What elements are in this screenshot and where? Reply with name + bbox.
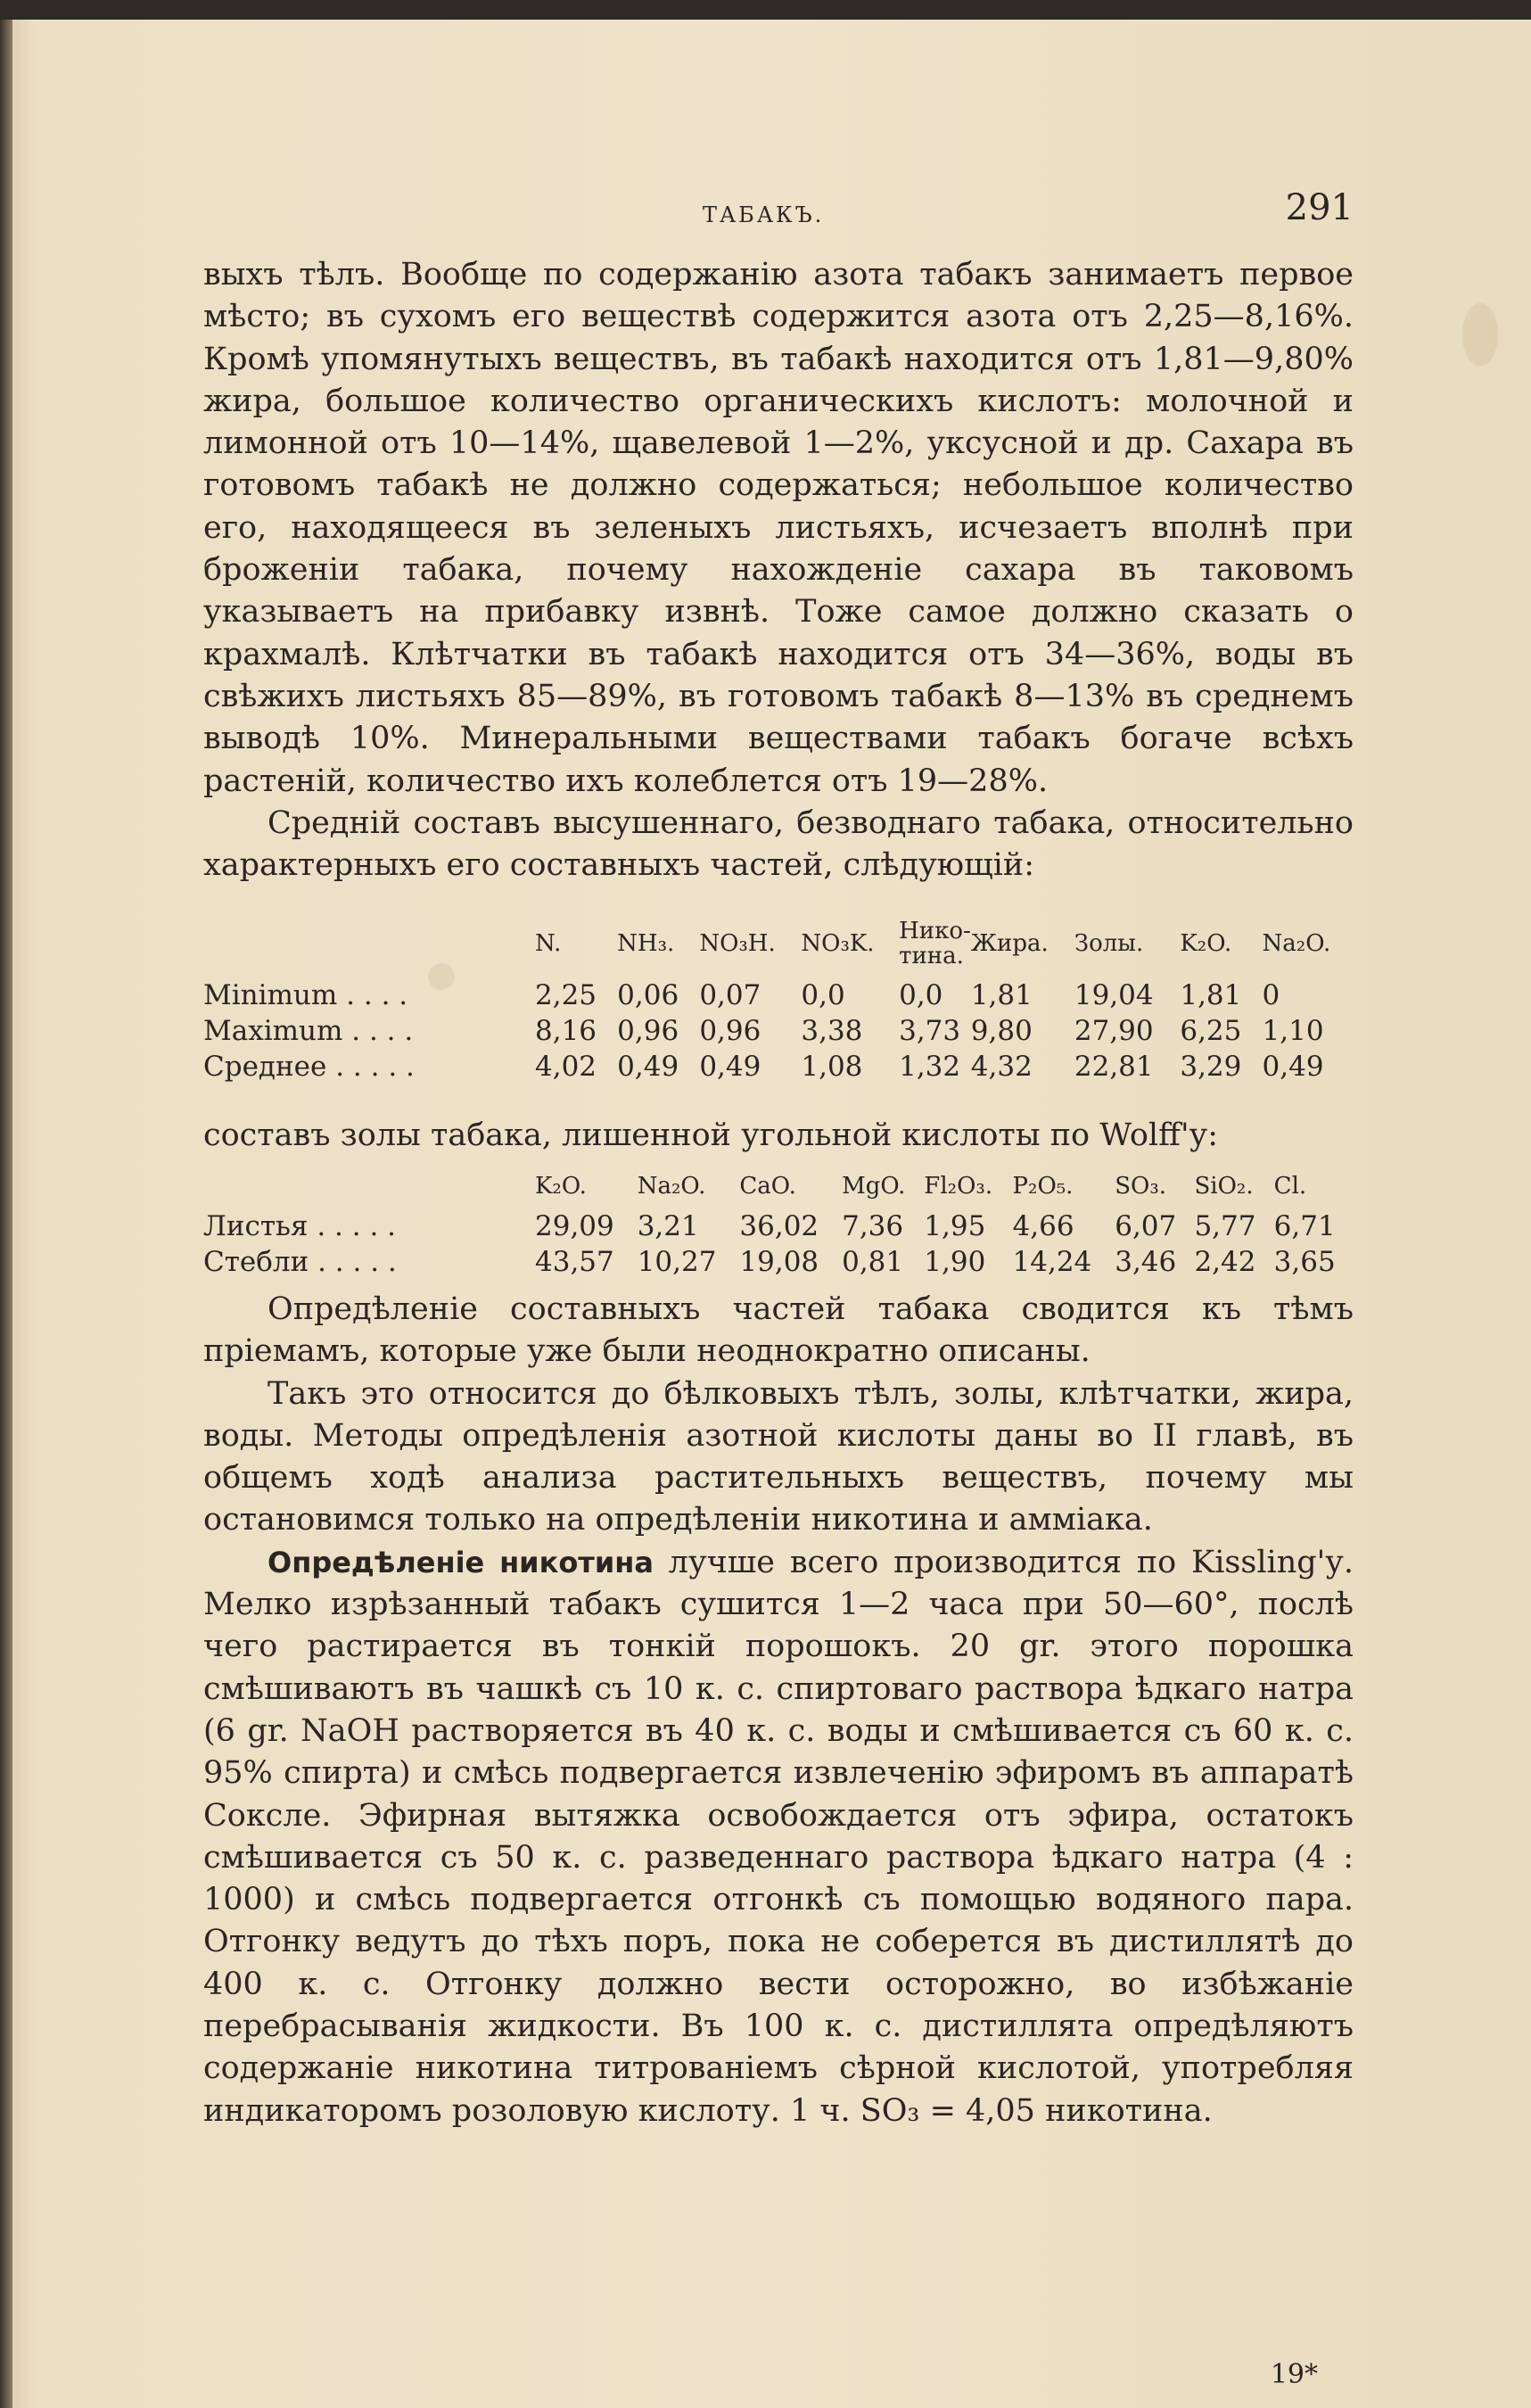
column-header: N. — [535, 930, 562, 957]
table-cell: 0,0 — [801, 979, 845, 1011]
table-cell: 3,21 — [637, 1210, 699, 1242]
table-cell: 0,96 — [617, 1015, 679, 1047]
table-cell: 1,10 — [1262, 1015, 1324, 1047]
column-header: Na₂O. — [1262, 930, 1331, 957]
table-row — [203, 1049, 1354, 1084]
table-header-row — [203, 1164, 1354, 1208]
paragraph: Такъ это относится до бѣлковыхъ тѣлъ, золы, клѣтчатки, жира, воды. Методы опредѣленія азотной кислоты даны во II главѣ, въ общемъ ходѣ анализа растительныхъ веществъ, почему мы остановимся только на опредѣленіи никотина и аммiака. — [203, 1375, 1354, 1538]
table-cell: 10,27 — [637, 1246, 717, 1278]
column-header: Na₂O. — [637, 1173, 706, 1200]
table-cell: 1,08 — [801, 1051, 863, 1083]
table-header-row — [203, 910, 1354, 977]
column-header: K₂O. — [1180, 930, 1232, 957]
table-corner — [203, 1164, 535, 1208]
table-cell: 0,49 — [1262, 1051, 1324, 1083]
column-header: SiO₂. — [1194, 1173, 1254, 1200]
paragraph-nicotine — [203, 1542, 1354, 2132]
table-cell: 4,66 — [1012, 1210, 1074, 1242]
table-cell: 1,81 — [1180, 979, 1242, 1011]
table-cell: 8,16 — [535, 1015, 597, 1047]
nicotine-heading: Опредѣленіе никотина — [268, 1545, 654, 1579]
page-number: 291 — [1285, 187, 1354, 228]
paper-stain — [1462, 303, 1498, 366]
table-cell: 0,96 — [699, 1015, 761, 1047]
column-header: SO₃. — [1115, 1173, 1167, 1200]
table-cell: 2,42 — [1194, 1246, 1256, 1278]
table-cell: 19,04 — [1074, 979, 1154, 1011]
table-cell: 3,73 — [899, 1015, 961, 1047]
table-cell: 4,32 — [970, 1051, 1033, 1083]
table-cell: 0,49 — [617, 1051, 679, 1083]
row-label: Листья . . . . . — [203, 1210, 397, 1242]
column-header: NO₃H. — [699, 930, 776, 957]
nicotine-text: лучше всего производится по Kissling'у. Мелко изрѣзанный табакъ сушится 1—2 часа при 50—60°, послѣ чего растирается въ тонкій порошокъ. 20 gr. этого порошка смѣшиваютъ въ чашкѣ съ 10 к. с. спиртоваго раствора ѣдкаго натра (6 gr. NaOH растворяется въ 40 к. с. воды и смѣшивается съ 60 к. с. 95% спирта) и смѣсь подвергается извлеченію эфиромъ въ аппаратѣ Сокслe. Эфирная вытяжка освобождается отъ эфира, остатокъ смѣшивается съ 50 к. с. разведеннаго раствора ѣдкаго натра (4 : 1000) и смѣсь подвергается отгонкѣ съ помощью водяного пара. Отгонку ведутъ до тѣхъ поръ, пока не соберется въ дистиллятѣ до 400 к. с. Отгонку должно вести осторожно, во избѣжаніе перебрасыванія жидкости. Въ 100 к. с. дистиллята опредѣляютъ содержаніе никотина титрованіемъ сѣрной кислотой, употребляя индикаторомъ розоловую кислоту. 1 ч. SO₃ = 4,05 никотина. — [203, 1544, 1354, 2129]
column-header: Золы. — [1074, 930, 1144, 957]
ash-composition-caption: составъ золы табака, лишенной угольной кислоты по Wolff'у: — [203, 1117, 1218, 1153]
book-spine-edge — [0, 20, 12, 2408]
table-cell: 6,07 — [1115, 1210, 1177, 1242]
table-cell: 0,07 — [699, 979, 761, 1011]
table-cell: 1,90 — [924, 1246, 986, 1278]
column-header: Жира. — [970, 930, 1049, 957]
table-cell: 0,06 — [617, 979, 679, 1011]
column-header: Fl₂O₃. — [924, 1173, 993, 1200]
row-label: Maximum . . . . — [203, 1015, 414, 1047]
column-header: NH₃. — [617, 930, 675, 957]
table-cell: 1,81 — [970, 979, 1033, 1011]
table-cell: 6,25 — [1180, 1015, 1242, 1047]
table-cell: 9,80 — [970, 1015, 1033, 1047]
table-cell: 3,29 — [1180, 1051, 1242, 1083]
table-row — [203, 1208, 1354, 1244]
paragraph: Опредѣленіе составныхъ частей табака сводится къ тѣмъ пріемамъ, которые уже были неоднократно описаны. — [203, 1291, 1354, 1370]
table-cell: 2,25 — [535, 979, 597, 1011]
table-row — [203, 977, 1354, 1013]
table-cell: 29,09 — [535, 1210, 614, 1242]
column-header: MgO. — [842, 1173, 906, 1200]
paragraph: выхъ тѣлъ. Вообще по содержанію азота табакъ занимаетъ первое мѣсто; въ сухомъ его веществѣ содержится азота отъ 2,25—8,16%. Кромѣ упомянутыхъ веществъ, въ табакѣ находится отъ 1,81—9,80% жира, большое количество органическихъ кислотъ: молочной и лимонной отъ 10—14%, щавелевой 1—2%, уксусной и др. Сахара въ готовомъ табакѣ не должно содержаться; небольшое количество его, находящееся въ зеленыхъ листьяхъ, исчезаетъ вполнѣ при броженіи табака, почему нахожденіе сахара въ таковомъ указываетъ на прибавку извнѣ. Тоже самое должно сказать о крахмалѣ. Клѣтчатки въ табакѣ находится отъ 34—36%, воды въ свѣжихъ листьяхъ 85—89%, въ готовомъ табакѣ 8—13% въ среднемъ выводѣ 10%. Минеральными веществами табакъ богаче всѣхъ растеній, количество ихъ колеблется отъ 19—28%. — [203, 257, 1354, 799]
column-header: Cl. — [1273, 1173, 1307, 1200]
column-header: CaO. — [739, 1173, 796, 1200]
page-header — [203, 183, 1354, 236]
column-header: NO₃K. — [801, 930, 875, 957]
running-head: ТАБАКЪ. — [703, 202, 825, 227]
column-header: P₂O₅. — [1012, 1173, 1074, 1200]
table-cell: 5,77 — [1194, 1210, 1256, 1242]
table-cell: 4,02 — [535, 1051, 597, 1083]
table-cell: 27,90 — [1074, 1015, 1154, 1047]
book-top-edge — [0, 0, 1531, 20]
table-cell: 6,71 — [1273, 1210, 1336, 1242]
text-block-bottom — [203, 1289, 1354, 2132]
row-label: Среднее . . . . . — [203, 1051, 415, 1083]
table-cell: 0,49 — [699, 1051, 761, 1083]
table-cell: 7,36 — [842, 1210, 904, 1242]
composition-table — [203, 910, 1354, 1084]
table-cell: 0 — [1262, 979, 1280, 1011]
table-cell: 1,32 — [899, 1051, 961, 1083]
row-label: Minimum . . . . — [203, 979, 408, 1011]
ash-composition-table — [203, 1164, 1354, 1280]
table-cell: 0,0 — [899, 979, 943, 1011]
table-row — [203, 1013, 1354, 1049]
column-header: Нико-тина. — [899, 918, 971, 969]
column-header: K₂O. — [535, 1173, 587, 1200]
table-cell: 1,95 — [924, 1210, 986, 1242]
table-row — [203, 1244, 1354, 1280]
table-cell: 43,57 — [535, 1246, 614, 1278]
table-cell: 0,81 — [842, 1246, 904, 1278]
table-cell: 3,46 — [1115, 1246, 1177, 1278]
table-cell: 22,81 — [1074, 1051, 1154, 1083]
row-label: Стебли . . . . . — [203, 1246, 397, 1278]
paragraph: Средній составъ высушеннаго, безводнаго табака, относительно характерныхъ его составныхъ частей, слѣдующій: — [203, 804, 1354, 884]
text-block-top — [203, 254, 1354, 887]
table-cell: 3,65 — [1273, 1246, 1336, 1278]
table-cell: 14,24 — [1012, 1246, 1092, 1278]
table-cell: 36,02 — [739, 1210, 819, 1242]
signature-mark: 19* — [1270, 2359, 1318, 2390]
table-cell: 3,38 — [801, 1015, 863, 1047]
table-cell: 19,08 — [739, 1246, 819, 1278]
table-corner — [203, 910, 535, 977]
